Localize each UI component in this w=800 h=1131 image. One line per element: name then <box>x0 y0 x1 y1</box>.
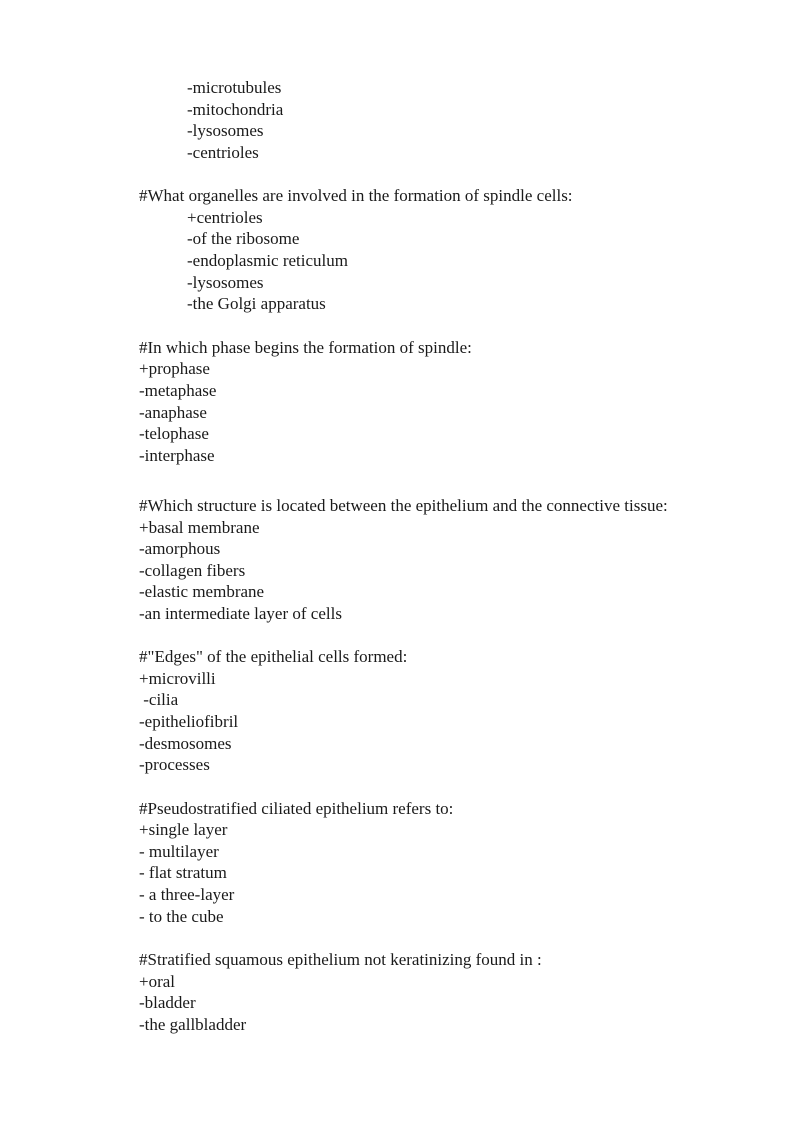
answer-option: -lysosomes <box>187 273 264 292</box>
answer-option: -lysosomes <box>187 121 264 140</box>
answer-option: +prophase <box>139 359 210 378</box>
answer-option: -bladder <box>139 993 196 1012</box>
answer-option: -endoplasmic reticulum <box>187 251 348 270</box>
answer-option: -an intermediate layer of cells <box>139 604 342 623</box>
answer-option: -cilia <box>139 690 179 709</box>
answer-option: +oral <box>139 972 176 991</box>
answer-option: -elastic membrane <box>139 582 265 601</box>
question-text: #Which structure is located between the epithelium and the connective tissue: <box>139 496 668 515</box>
answer-option: -mitochondria <box>187 100 284 119</box>
question-text: #What organelles are involved in the formation of spindle cells: <box>139 186 573 205</box>
answer-option: +microvilli <box>139 669 216 688</box>
question-text: #"Edges" of the epithelial cells formed: <box>139 647 408 666</box>
answer-option: -centrioles <box>187 143 259 162</box>
answer-option: -metaphase <box>139 381 217 400</box>
answer-option: +single layer <box>139 820 228 839</box>
answer-option: +centrioles <box>187 208 263 227</box>
answer-option: -of the ribosome <box>187 229 300 248</box>
question-text: #Stratified squamous epithelium not keratinizing found in : <box>139 950 542 969</box>
answer-option: - flat stratum <box>139 863 227 882</box>
answer-option: -interphase <box>139 446 215 465</box>
answer-option: +basal membrane <box>139 518 260 537</box>
answer-option: -the Golgi apparatus <box>187 294 326 313</box>
answer-option: -telophase <box>139 424 209 443</box>
answer-option: -processes <box>139 755 210 774</box>
answer-option: - a three-layer <box>139 885 235 904</box>
question-text: #In which phase begins the formation of spindle: <box>139 338 472 357</box>
answer-option: -epitheliofibril <box>139 712 239 731</box>
answer-option: -the gallbladder <box>139 1015 247 1034</box>
question-text: #Pseudostratified ciliated epithelium refers to: <box>139 799 454 818</box>
answer-option: -anaphase <box>139 403 207 422</box>
answer-option: -microtubules <box>187 78 282 97</box>
answer-option: - multilayer <box>139 842 219 861</box>
answer-option: -amorphous <box>139 539 221 558</box>
answer-option: -collagen fibers <box>139 561 246 580</box>
answer-option: -desmosomes <box>139 734 232 753</box>
answer-option: - to the cube <box>139 907 224 926</box>
